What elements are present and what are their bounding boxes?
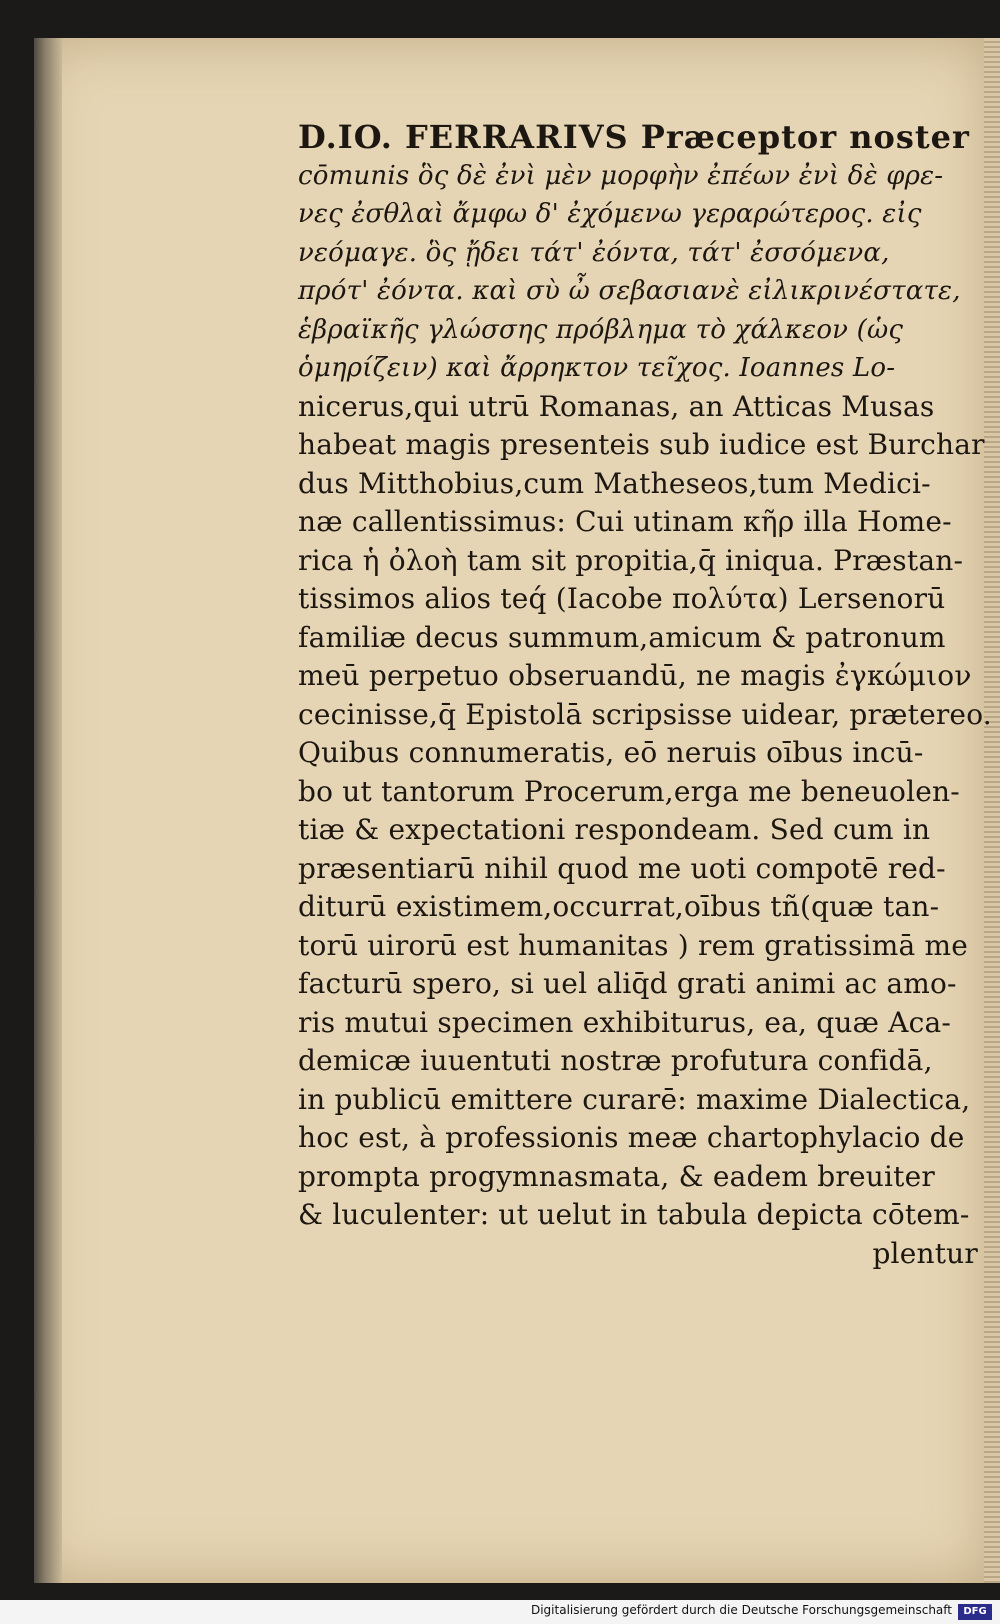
text-line: in publicū emittere curarē: maxime Dialectica,: [298, 1082, 971, 1116]
text-line: tiæ & expectationi respondeam. Sed cum in: [298, 813, 931, 846]
footer-bar: [0, 1600, 1000, 1624]
dfg-logo: DFG: [958, 1604, 992, 1620]
text-line: demicæ iuuentuti nostræ profutura confidā,: [298, 1044, 933, 1077]
text-line: & luculenter: ut uelut in tabula depicta cōtem-: [298, 1198, 970, 1231]
text-line: bo ut tantorum Procerum,erga me beneuolen-: [298, 774, 960, 808]
digitization-credit: Digitalisierung gefördert durch die Deutsche Forschungsgemeinschaft: [530, 1603, 952, 1617]
text-line: prompta progymnasmata, & eadem breuiter: [298, 1159, 935, 1193]
book-spine: [34, 38, 62, 1583]
text-line: torū uirorū est humanitas ) rem gratissimā me: [298, 928, 968, 962]
text-line: tissimos alios teq́ (Iacobe πολύτα) Lersenorū: [298, 582, 946, 615]
catchword: plentur: [872, 1236, 978, 1270]
text-line: næ callentissimus: Cui utinam κῆρ illa Home-: [298, 505, 952, 538]
text-line: diturū existimem,occurrat,oībus tñ(quæ tan-: [298, 890, 940, 923]
text-line: ἑβραϊκῆς γλώσσης πρόβλημα τὸ χάλκεον (ὡς: [298, 314, 904, 345]
text-line: νεόμαγε. ὃς ᾔδει τάτ' ἐόντα, τάτ' ἐσσόμενα,: [298, 237, 890, 268]
text-line: νες ἐσθλαὶ ἄμφω δ' ἐχόμενω γεραρώτερος. εἰς: [298, 199, 922, 229]
text-line: cecinisse,q̄ Epistolā scripsisse uidear, prætereo.: [298, 697, 992, 731]
text-line: cōmunis ὃς δὲ ἐνὶ μὲν μορφὴν ἐπέων ἐνὶ δὲ φρε-: [298, 160, 944, 191]
text-line: habeat magis presenteis sub iudice est Burchar: [298, 428, 985, 461]
text-line: ris mutui specimen exhibiturus, ea, quæ Aca-: [298, 1005, 952, 1039]
text-line: præsentiarū nihil quod me uoti compotē red-: [298, 851, 946, 885]
running-head: D.IO. FERRARIVS Præceptor noster: [298, 118, 970, 156]
text-line: nicerus,qui utrū Romanas, an Atticas Musas: [298, 389, 935, 423]
text-line: dus Mitthobius,cum Matheseos,tum Medici-: [298, 466, 931, 500]
text-line: familiæ decus summum,amicum & patronum: [298, 620, 946, 654]
text-line: hoc est, à professionis meæ chartophylacio de: [298, 1121, 965, 1154]
text-line: ὁμηρίζειν) καὶ ἄρρηκτον τεῖχος. Ioannes Lo-: [298, 353, 896, 383]
text-line: rica ἡ ὀλοὴ tam sit propitia,q̄ iniqua. Præstan-: [298, 543, 964, 577]
page-text: [298, 118, 992, 1273]
text-line: facturū spero, si uel aliq̄d grati animi ac amo-: [298, 967, 957, 1000]
text-line: meū perpetuo obseruandū, ne magis ἐγκώμιον: [298, 659, 972, 692]
text-line: Quibus connumeratis, eō neruis oībus incū-: [298, 736, 924, 769]
text-line: πρότ' ἐόντα. καὶ σὺ ὦ σεβασιανὲ εἰλικρινέστατε,: [298, 276, 961, 306]
